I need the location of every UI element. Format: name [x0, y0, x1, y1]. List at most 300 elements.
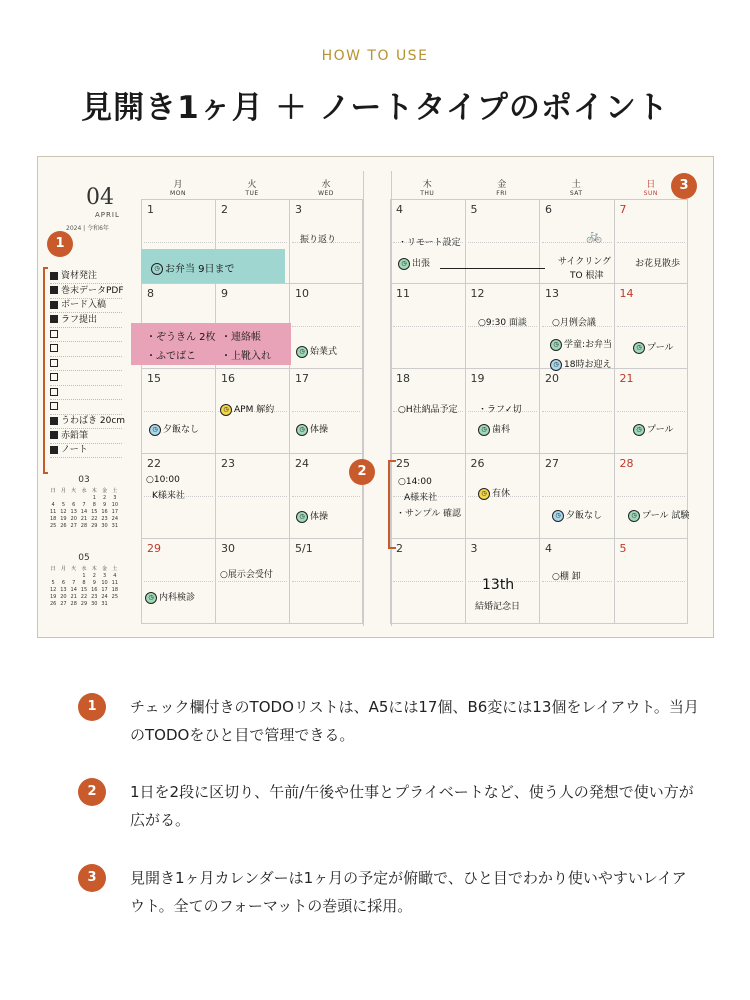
calendar-event	[635, 256, 680, 269]
mini-day	[69, 573, 79, 579]
mini-day: 20	[60, 594, 67, 600]
day-cell	[289, 539, 363, 624]
todo-item	[50, 414, 126, 429]
event-text: ○14:00	[398, 477, 432, 487]
day-number: 26	[470, 457, 485, 470]
day-number: 17	[295, 372, 309, 385]
todo-item	[50, 443, 122, 458]
mini-day: 27	[70, 523, 77, 529]
day-cell	[289, 369, 363, 454]
weekday-en: WED	[318, 190, 334, 197]
calendar-event	[145, 590, 195, 604]
section-eyebrow: HOW TO USE	[321, 48, 429, 64]
day-number: 20	[545, 372, 559, 385]
day-number: 2	[396, 542, 403, 555]
todo-item	[50, 342, 122, 357]
mini-day: 水	[81, 488, 87, 494]
timer-icon: ◷	[628, 510, 640, 522]
event-text: 18時お迎え	[564, 360, 612, 370]
event-text: APM 解約	[234, 405, 275, 415]
mini-day: 日	[50, 566, 56, 572]
checkbox-icon	[50, 344, 58, 352]
timer-icon: ◷	[478, 424, 490, 436]
mini-day: 19	[49, 594, 57, 600]
calendar-event	[552, 508, 602, 522]
event-text: ○棚 卸	[552, 572, 581, 582]
weekday-en: MON	[170, 190, 186, 197]
day-number: 4	[545, 542, 552, 555]
mini-day: 28	[70, 601, 77, 607]
checkbox-icon	[50, 373, 58, 381]
checkbox-icon	[50, 286, 58, 294]
day-cell	[614, 539, 689, 624]
weekday-jp: 木	[422, 180, 432, 190]
todo-item	[50, 371, 122, 386]
day-divider	[218, 242, 287, 243]
mini-day: 28	[80, 523, 88, 529]
event-text: お花見散歩	[635, 259, 681, 269]
day-cell	[465, 199, 540, 284]
timer-icon: ◷	[398, 258, 410, 270]
point-badge-2: 2	[349, 459, 375, 485]
calendar-event	[300, 232, 336, 245]
mini-day: 18	[49, 516, 57, 522]
todo-item	[50, 298, 122, 313]
mini-day: 25	[49, 523, 57, 529]
day-number: 16	[221, 372, 235, 385]
event-text: A様来社	[404, 493, 438, 503]
event-text: 夕飯なし	[163, 425, 200, 435]
mini-day: 14	[70, 587, 77, 593]
day-divider	[292, 496, 360, 497]
mini-day: 3	[102, 573, 107, 579]
day-number: 5/1	[295, 542, 313, 555]
mini-day	[48, 495, 58, 501]
timer-icon: ◷	[220, 404, 232, 416]
day-number: 29	[147, 542, 161, 555]
timer-icon: ◷	[633, 342, 645, 354]
event: ・連絡帳	[221, 332, 261, 343]
mini-day: 9	[102, 502, 107, 508]
day-number: 5	[470, 203, 478, 216]
mini-day: 27	[60, 601, 67, 607]
mini-day: 1	[82, 573, 86, 579]
tape-mint	[141, 249, 285, 283]
mini-day: 18	[111, 587, 119, 593]
timer-icon: ◷	[550, 339, 562, 351]
mini-day: 15	[91, 509, 98, 515]
event-text: ・ラフ✓切	[478, 405, 522, 415]
calendar-event	[220, 567, 273, 580]
calendar-event	[296, 509, 328, 523]
day-divider	[218, 581, 287, 582]
mini-day: 31	[101, 601, 108, 607]
point-text: 見開き1ヶ月カレンダーは1ヶ月の予定が俯瞰で、ひと目でわかり使いやすいレイアウト。全てのフォーマットの巻頭に採用。	[130, 869, 687, 915]
todo-label: 巻末データPDF	[61, 285, 124, 296]
event-text: 13th	[482, 577, 515, 593]
mini-day: 21	[80, 516, 88, 522]
calendar-event	[552, 315, 596, 328]
event: ・ぞうきん 2枚	[146, 332, 216, 343]
timer-icon: ◷	[296, 511, 308, 523]
mini-calendar-march	[48, 475, 120, 529]
calendar-event	[478, 315, 527, 328]
mini-day: 月	[60, 488, 66, 494]
point-number: 1	[78, 693, 106, 721]
todo-item	[50, 385, 122, 400]
event-text: 学童:お弁当	[564, 340, 613, 350]
day-cell	[614, 454, 689, 539]
todo-item	[50, 327, 122, 342]
mini-day: 5	[51, 580, 55, 586]
mini-day: 2	[102, 495, 107, 501]
mini-day: 12	[49, 587, 57, 593]
event-text: 歯科	[492, 425, 511, 435]
checkbox-icon	[50, 446, 58, 454]
day-cell	[215, 454, 289, 539]
day-cell	[539, 454, 614, 539]
day-divider	[617, 496, 686, 497]
event-text: 体操	[310, 425, 329, 435]
todo-label: ラフ提出	[61, 314, 98, 325]
mini-day: 30	[91, 601, 98, 607]
planner-spread	[37, 156, 714, 638]
mini-day: 9	[92, 580, 96, 586]
todo-item	[50, 269, 122, 284]
checkbox-icon	[50, 301, 58, 309]
event-text: サイクリング	[558, 257, 612, 267]
mini-day: 26	[49, 601, 57, 607]
calendar-event	[404, 490, 437, 503]
calendar-event	[398, 402, 458, 415]
mini-day: 29	[91, 523, 98, 529]
mini-day: 11	[49, 509, 57, 515]
event-text: プール	[647, 343, 674, 353]
mini-day: 金	[102, 488, 108, 494]
mini-day: 13	[70, 509, 77, 515]
calendar-event	[633, 340, 674, 354]
bicycle-icon: 🚲	[586, 229, 603, 244]
day-cell	[614, 199, 689, 284]
day-number: 9	[221, 287, 228, 300]
mini-day: 10	[101, 580, 108, 586]
calendar-event	[482, 577, 514, 593]
checkbox-icon	[50, 402, 58, 410]
calendar-event	[558, 254, 611, 267]
day-divider	[144, 411, 213, 412]
mini-day: 木	[91, 566, 97, 572]
page-title: 見開き1ヶ月 ＋ ノートタイプのポイント	[81, 90, 669, 126]
day-divider	[617, 411, 686, 412]
day-divider	[617, 581, 686, 582]
day-divider	[292, 326, 360, 327]
mini-day: 2	[92, 573, 96, 579]
weekday-jp: 土	[571, 180, 581, 190]
calendar-event	[296, 344, 337, 358]
calendar-event	[552, 569, 581, 582]
mini-day: 16	[91, 587, 98, 593]
event-text: ○展示会受付	[220, 570, 273, 580]
event-text: 始業式	[310, 347, 338, 357]
day-cell	[141, 539, 215, 624]
weekday-header	[289, 177, 363, 199]
day-number: 13	[545, 287, 559, 300]
timer-icon: ◷	[550, 359, 562, 371]
left-panel	[38, 157, 126, 637]
mini-day: 15	[80, 587, 88, 593]
mini-calendar-may	[48, 553, 120, 607]
timer-icon: ◷	[478, 488, 490, 500]
day-number: 30	[221, 542, 235, 555]
point-text: チェック欄付きのTODOリストは、A5には17個、B6変には13個をレイアウト。当月のTODOをひと目で管理できる。	[130, 698, 699, 744]
mini-day: 17	[111, 509, 119, 515]
weekday-jp: 月	[173, 180, 183, 190]
mini-day: 7	[72, 580, 76, 586]
day-cell	[614, 369, 689, 454]
weekday-header	[141, 177, 215, 199]
mini-day: 12	[60, 509, 67, 515]
day-number: 28	[619, 457, 634, 470]
checkbox-icon	[50, 359, 58, 367]
mini-day	[69, 495, 79, 501]
point-text: 1日を2段に区切り、午前/午後や仕事とプライベートなど、使う人の発想で使い方が広がる。	[130, 783, 694, 829]
weekday-jp: 日	[646, 180, 656, 190]
day-number: 4	[396, 203, 403, 216]
mini-day: 6	[61, 580, 66, 586]
mini-day: 31	[111, 523, 119, 529]
checkbox-icon	[50, 315, 58, 323]
mini-day: 22	[91, 516, 98, 522]
event-text: ・サンプル 確認	[396, 509, 462, 519]
todo-bracket	[43, 267, 48, 474]
calendar-event	[550, 357, 611, 371]
day-cell	[390, 539, 465, 624]
timer-icon: ◷	[145, 592, 157, 604]
mini-day: 13	[60, 587, 67, 593]
mini-day: 火	[71, 566, 77, 572]
weekday-header	[390, 177, 465, 199]
mini-day: 24	[101, 594, 108, 600]
calendar-event	[550, 337, 612, 351]
mini-day: 26	[60, 523, 67, 529]
point-number: 2	[78, 778, 106, 806]
day-divider	[393, 581, 463, 582]
mini-day: 17	[101, 587, 108, 593]
checkbox-icon	[50, 417, 58, 425]
month-name: APRIL	[95, 211, 120, 219]
mini-day	[58, 573, 68, 579]
mini-day: 1	[92, 495, 96, 501]
mini-day: 土	[112, 566, 118, 572]
event-text: ○H社納品予定	[398, 405, 458, 415]
event-text: 夕飯なし	[566, 511, 603, 521]
mini-day: 25	[111, 594, 119, 600]
calendar-event	[220, 402, 274, 416]
calendar-event	[398, 235, 461, 248]
day-cell	[141, 369, 215, 454]
day-number: 22	[147, 457, 161, 470]
checkbox-icon	[50, 272, 58, 280]
day-cell	[390, 284, 465, 369]
mini-day: 11	[111, 580, 119, 586]
mini-day: 29	[80, 601, 88, 607]
mini-day: 20	[70, 516, 77, 522]
page-gutter	[363, 171, 392, 626]
day-divider	[292, 581, 360, 582]
timer-icon: ◷	[633, 424, 645, 436]
mini-day: 22	[80, 594, 88, 600]
event-text: K様来社	[152, 491, 185, 501]
mini-day: 21	[70, 594, 77, 600]
mini-day: 4	[51, 502, 55, 508]
split-bracket	[388, 460, 396, 549]
mini-day: 19	[60, 516, 67, 522]
calendar-event	[628, 508, 689, 522]
day-number: 19	[470, 372, 485, 385]
mini-day: 7	[82, 502, 86, 508]
mini-calendar-title: 03	[78, 475, 90, 485]
day-divider	[393, 326, 463, 327]
event-text: 振り返り	[300, 235, 337, 245]
mini-day: 24	[111, 516, 119, 522]
calendar-event	[478, 402, 522, 415]
mini-day	[48, 573, 58, 579]
event-text: ○9:30 面談	[478, 318, 527, 328]
mini-day: 5	[61, 502, 66, 508]
event-text: 内科検診	[159, 593, 196, 603]
mini-day: 水	[81, 566, 87, 572]
calendar-event	[398, 256, 430, 270]
day-number: 14	[619, 287, 634, 300]
mini-day: 8	[92, 502, 96, 508]
weekday-en: SUN	[643, 190, 658, 197]
calendar-event	[633, 422, 674, 436]
mini-day: 金	[102, 566, 108, 572]
todo-item	[50, 429, 122, 444]
timer-icon: ◷	[296, 424, 308, 436]
day-number: 1	[147, 203, 154, 216]
todo-item	[50, 400, 122, 415]
weekday-jp: 火	[247, 180, 257, 190]
tape-pink	[131, 323, 291, 365]
day-number: 2	[221, 203, 228, 216]
point-number: 3	[78, 864, 106, 892]
day-divider	[468, 242, 538, 243]
event-text: ○月例会議	[552, 318, 596, 328]
mini-day: 土	[112, 488, 118, 494]
todo-item	[50, 356, 122, 371]
weekday-en: SAT	[569, 190, 583, 197]
day-divider	[218, 496, 287, 497]
calendar-event	[149, 422, 199, 436]
event: ・ふでばこ	[146, 351, 196, 362]
day-number: 11	[396, 287, 410, 300]
todo-label: 赤鉛筆	[61, 430, 89, 441]
point-badge-1: 1	[47, 231, 73, 257]
mini-calendar-title: 05	[78, 553, 90, 563]
day-number: 18	[396, 372, 410, 385]
event-text: 体操	[310, 512, 329, 522]
day-number: 12	[470, 287, 485, 300]
weekday-header	[539, 177, 614, 199]
event-text: 結婚記念日	[475, 602, 521, 612]
day-divider	[617, 326, 686, 327]
day-number: 27	[545, 457, 559, 470]
day-number: 10	[295, 287, 309, 300]
day-cell	[215, 539, 289, 624]
mini-day	[79, 495, 89, 501]
mini-day: 3	[113, 495, 117, 501]
mini-day: 16	[101, 509, 108, 515]
event-text: 出張	[412, 259, 431, 269]
mini-day: 4	[113, 573, 117, 579]
mini-day: 23	[101, 516, 108, 522]
event-text: ・リモート設定	[398, 238, 461, 248]
day-cell	[614, 284, 689, 369]
checkbox-icon	[50, 330, 58, 338]
calendar-event	[296, 422, 328, 436]
calendar-event	[478, 422, 510, 436]
mini-day: 日	[50, 488, 56, 494]
event-text: TO 根津	[570, 271, 604, 281]
calendar-event	[478, 486, 510, 500]
calendar-event	[398, 477, 432, 487]
day-number: 23	[221, 457, 235, 470]
point-badge-3: 3	[671, 173, 697, 199]
mini-day: 8	[82, 580, 86, 586]
todo-item	[50, 284, 122, 299]
month-number: 04	[86, 185, 114, 210]
event-text: 有休	[492, 489, 511, 499]
day-number: 24	[295, 457, 309, 470]
weekday-en: FRI	[496, 190, 508, 197]
event: ・上靴入れ	[221, 351, 271, 362]
day-number: 6	[545, 203, 552, 216]
todo-label: ボード入稿	[61, 300, 107, 310]
day-cell	[539, 369, 614, 454]
day-number: 3	[470, 542, 478, 555]
event-text: プール	[647, 425, 674, 435]
mini-day	[58, 495, 68, 501]
timer-icon: ◷	[151, 263, 163, 275]
todo-label: ノート	[61, 445, 88, 455]
day-number: 25	[396, 457, 410, 470]
mini-day: 木	[91, 488, 97, 494]
calendar-event	[146, 475, 180, 485]
day-number: 15	[147, 372, 161, 385]
weekday-jp: 金	[497, 180, 507, 190]
day-divider	[617, 242, 686, 243]
weekday-en: THU	[420, 190, 435, 197]
event-text: ○10:00	[146, 475, 180, 485]
event: お弁当 9日まで	[165, 264, 235, 275]
event-text: プール 試験	[642, 511, 690, 521]
mini-day: 14	[80, 509, 88, 515]
day-divider	[542, 496, 612, 497]
timer-icon: ◷	[296, 346, 308, 358]
day-divider	[292, 411, 360, 412]
calendar-event	[152, 488, 185, 501]
day-number: 5	[619, 542, 627, 555]
todo-label: 資材発注	[61, 271, 98, 281]
day-divider	[144, 581, 213, 582]
todo-label: うわばき 20cm	[61, 416, 126, 426]
calendar-event	[475, 599, 520, 612]
day-divider	[144, 242, 213, 243]
todo-item	[50, 313, 122, 328]
mini-day: 火	[71, 488, 77, 494]
day-number: 21	[619, 372, 634, 385]
